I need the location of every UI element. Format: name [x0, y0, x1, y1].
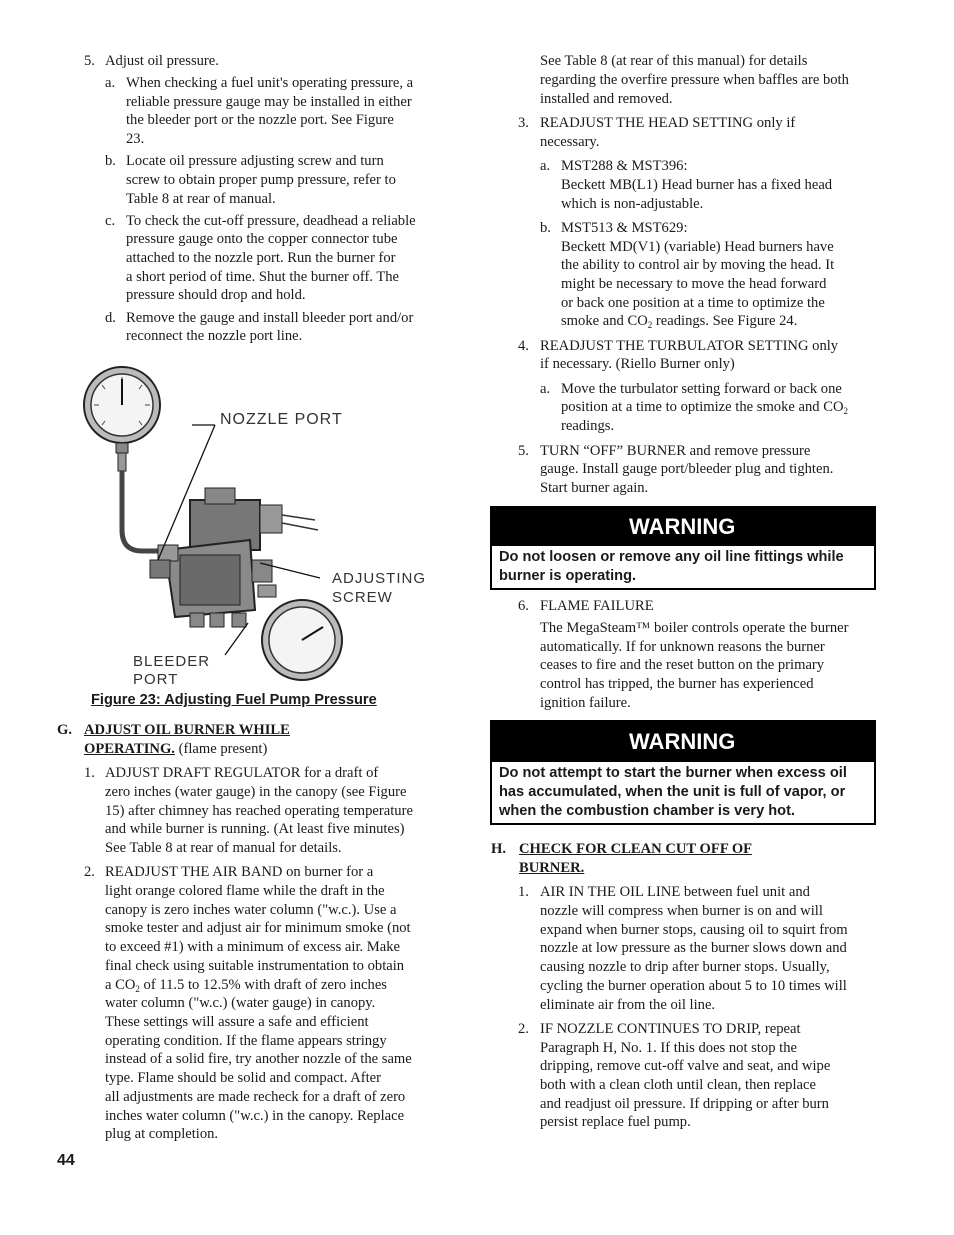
g2-line: canopy is zero inches water column ("w.c.). Use a: [105, 902, 397, 918]
step-5d-line: reconnect the nozzle port line.: [126, 328, 303, 344]
r4-number: 4.: [518, 338, 529, 354]
step-5b-line: Locate oil pressure adjusting screw and turn: [126, 153, 384, 169]
nozzle-pressure-gauge: [84, 367, 160, 471]
h1-line: expand when burner stops, causing oil to squirt from: [540, 922, 848, 938]
figure-23-caption: Figure 23: Adjusting Fuel Pump Pressure: [91, 692, 377, 708]
continued-line: installed and removed.: [540, 91, 673, 107]
r3a-line: MST288 & MST396:: [561, 158, 688, 174]
bleeder-pressure-gauge: [258, 585, 342, 680]
g2-co2-prefix: a CO: [105, 977, 136, 993]
adjusting-screw-label: ADJUSTING: [332, 570, 427, 587]
step-5-text: Adjust oil pressure.: [105, 53, 219, 69]
g2-line: instead of a solid fire, try another nozzle of the same: [105, 1051, 412, 1067]
bleeder-port-label: BLEEDER: [133, 653, 211, 670]
r3-line: necessary.: [540, 134, 600, 150]
r3b-line: MST513 & MST629:: [561, 220, 688, 236]
warning-text: Do not loosen or remove any oil line fittings while burner is operating.: [499, 549, 844, 584]
r4-line: READJUST THE TURBULATOR SETTING only: [540, 338, 839, 354]
step-5c-line: a short period of time. Shut the burner off. The: [126, 269, 400, 285]
step-5a-line: When checking a fuel unit's operating pressure, a: [126, 75, 414, 91]
warning-title: WARNING: [492, 508, 874, 546]
g1-line: for a draft of: [300, 765, 379, 781]
step-5c-line: attached to the nozzle port. Run the burner for: [126, 250, 396, 266]
step-5b-line: Table 8 at rear of manual.: [126, 191, 276, 207]
g2-co2-suffix: of 11.5 to 12.5% with draft of zero inches: [139, 977, 387, 993]
r4a-letter: a.: [540, 381, 551, 397]
h2-line: repeat: [761, 1021, 801, 1037]
g2-lead: READJUST THE AIR BAND: [105, 864, 283, 880]
step-5a-line: the bleeder port or the nozzle port. See Figure: [126, 112, 394, 128]
r6-line: ignition failure.: [540, 695, 631, 711]
h2-lead: IF NOZZLE CONTINUES TO DRIP,: [540, 1021, 762, 1037]
section-h-title: BURNER.: [519, 860, 585, 876]
r6-line: control has tripped, the burner has experienced: [540, 676, 814, 692]
g2-number: 2.: [84, 864, 95, 880]
r3a-line: which is non-adjustable.: [561, 196, 704, 212]
r5-line: TURN “OFF” BURNER and remove pressure: [540, 443, 811, 459]
g2-line: These settings will assure a safe and efficient: [105, 1014, 369, 1030]
adjusting-screw-label: SCREW: [332, 589, 393, 606]
h1-line: cycling the burner operation about 5 to 10 times will: [540, 978, 847, 994]
section-g-title-line2: [84, 740, 267, 759]
r6-line: ceases to fire and the reset button on the primary: [540, 657, 825, 673]
g1-line: zero inches (water gauge) in the canopy (see Figure: [105, 784, 407, 800]
section-g-subtitle: (flame present): [174, 741, 268, 757]
r6-line: The MegaSteam™ boiler controls operate the burner: [540, 620, 849, 636]
warning-title: WARNING: [492, 722, 874, 762]
g2-first-line: [105, 863, 373, 882]
continued-line: See Table 8 (at rear of this manual) for details: [540, 53, 808, 69]
g1-number: 1.: [84, 765, 95, 781]
r3b-line: might be necessary to move the head forward: [561, 276, 827, 292]
h1-line: eliminate air from the oil line.: [540, 997, 716, 1013]
co2-subscript: 2: [135, 984, 140, 994]
g1-line: and while burner is running. (At least five minutes): [105, 821, 405, 837]
r3-number: 3.: [518, 115, 529, 131]
h1-line: causing nozzle to drip after burner stops. Usually,: [540, 959, 830, 975]
r3b-line: or back one position at a time to optimize the: [561, 295, 825, 311]
r6-title: FLAME FAILURE: [540, 598, 654, 614]
section-g-title: OPERATING.: [84, 741, 175, 757]
r3b-last-line: [561, 312, 797, 331]
g2-line: water column ("w.c.) (water gauge) in canopy.: [105, 995, 376, 1011]
r5-line: gauge. Install gauge port/bleeder plug and tighten.: [540, 461, 834, 477]
g2-line: final check using suitable instrumentation to obtain: [105, 958, 405, 974]
g2-co2-line: [105, 976, 387, 995]
section-g-title: ADJUST OIL BURNER WHILE: [84, 722, 290, 738]
r3-lead: READJUST THE HEAD SETTING: [540, 115, 754, 131]
r3a-letter: a.: [540, 158, 551, 174]
g2-line: all adjustments are made recheck for a draft of zero: [105, 1089, 406, 1105]
step-5c-line: pressure should drop and hold.: [126, 287, 306, 303]
co2-subscript: 2: [647, 320, 653, 330]
g2-line: operating condition. If the flame appears stringy: [105, 1033, 387, 1049]
step-5b-line: screw to obtain proper pump pressure, refer to: [126, 172, 396, 188]
g1-lead: ADJUST DRAFT REGULATOR: [105, 765, 301, 781]
g1-first-line: [105, 764, 378, 783]
r6-number: 6.: [518, 598, 529, 614]
r6-line: automatically. If for unknown reasons the burner: [540, 639, 825, 655]
step-5d-letter: d.: [105, 310, 116, 326]
h1-first-line: [540, 883, 810, 902]
r5-line: Start burner again.: [540, 480, 649, 496]
r3b-last-suffix: readings. See Figure 24.: [652, 313, 798, 329]
r3b-last-prefix: smoke and CO: [561, 313, 648, 329]
step-5b-letter: b.: [105, 153, 116, 169]
g2-line: type. Flame should be solid and compact. After: [105, 1070, 382, 1086]
g2-line: smoke tester and adjust air for minimum smoke (not: [105, 920, 411, 936]
g1-line: 15) after chimney has reached operating temperature: [105, 803, 413, 819]
r4a-line2-prefix: position at a time to optimize the smoke and CO: [561, 399, 844, 415]
section-h-letter: H.: [491, 841, 506, 857]
r3-line: only if: [753, 115, 796, 131]
section-h-title: CHECK FOR CLEAN CUT OFF OF: [519, 841, 753, 857]
h2-first-line: [540, 1020, 801, 1039]
r3b-letter: b.: [540, 220, 551, 236]
step-5a-letter: a.: [105, 75, 116, 91]
h1-line: nozzle at low pressure as the burner slows down and: [540, 940, 847, 956]
r5-number: 5.: [518, 443, 529, 459]
g2-line: inches water column ("w.c.) in the canopy. Replace: [105, 1108, 405, 1124]
page-number: 44: [57, 1152, 75, 1169]
h2-line: Paragraph H, No. 1. If this does not stop the: [540, 1040, 797, 1056]
r3b-line: Beckett MD(V1) (variable) Head burners have: [561, 239, 834, 255]
g2-line: to exceed #1) with a minimum of excess air. Make: [105, 939, 401, 955]
g2-line: plug at completion.: [105, 1126, 219, 1142]
g2-line: on burner for a: [282, 864, 374, 880]
h1-lead: AIR IN THE OIL LINE: [540, 884, 681, 900]
r4a-line: readings.: [561, 418, 615, 434]
continued-line: regarding the overfire pressure when baffles are both: [540, 72, 849, 88]
r4a-line2: [561, 398, 848, 417]
h2-line: both with a clean cloth until clean, then replace: [540, 1077, 816, 1093]
warning-box-oil-fittings: [490, 506, 876, 590]
r3b-line: the ability to control air by moving the head. It: [561, 257, 835, 273]
h1-number: 1.: [518, 884, 529, 900]
g2-line: light orange colored flame while the draft in the: [105, 883, 385, 899]
nozzle-port-label: NOZZLE PORT: [220, 411, 343, 428]
step-5c-letter: c.: [105, 213, 116, 229]
step-5d-line: Remove the gauge and install bleeder port and/or: [126, 310, 414, 326]
r4a-line: Move the turbulator setting forward or back one: [561, 381, 842, 397]
g1-line: See Table 8 at rear of manual for details.: [105, 840, 342, 856]
r4-line: if necessary. (Riello Burner only): [540, 356, 735, 372]
h2-line: persist replace fuel pump.: [540, 1114, 691, 1130]
bleeder-port-label: PORT: [133, 671, 179, 688]
step-5a-line: reliable pressure gauge may be installed in either: [126, 94, 412, 110]
h2-line: dripping, remove cut-off valve and seat, and wipe: [540, 1058, 831, 1074]
warning-text: Do not attempt to start the burner when excess oil has accumulated, when the unit is full of vapor, or when the combustion chamber is very hot.: [499, 765, 847, 819]
r3-first-line: [540, 114, 795, 133]
h2-line: and readjust oil pressure. If dripping or after burn: [540, 1096, 829, 1112]
step-5c-line: pressure gauge onto the copper connector tube: [126, 231, 398, 247]
r3a-line: Beckett MB(L1) Head burner has a fixed head: [561, 177, 833, 193]
warning-box-start-burner: [490, 720, 876, 825]
step-5-number: 5.: [84, 53, 95, 69]
h1-line: nozzle will compress when burner is on and will: [540, 903, 823, 919]
co2-subscript: 2: [843, 406, 849, 416]
section-g-letter: G.: [57, 722, 72, 738]
fuel-pump-illustration: [80, 355, 440, 690]
h1-line: between fuel unit and: [680, 884, 810, 900]
step-5c-line: To check the cut-off pressure, deadhead a reliable: [126, 213, 416, 229]
bleeder-port-leader-line: [225, 623, 248, 655]
h2-number: 2.: [518, 1021, 529, 1037]
step-5a-line: 23.: [126, 131, 145, 147]
